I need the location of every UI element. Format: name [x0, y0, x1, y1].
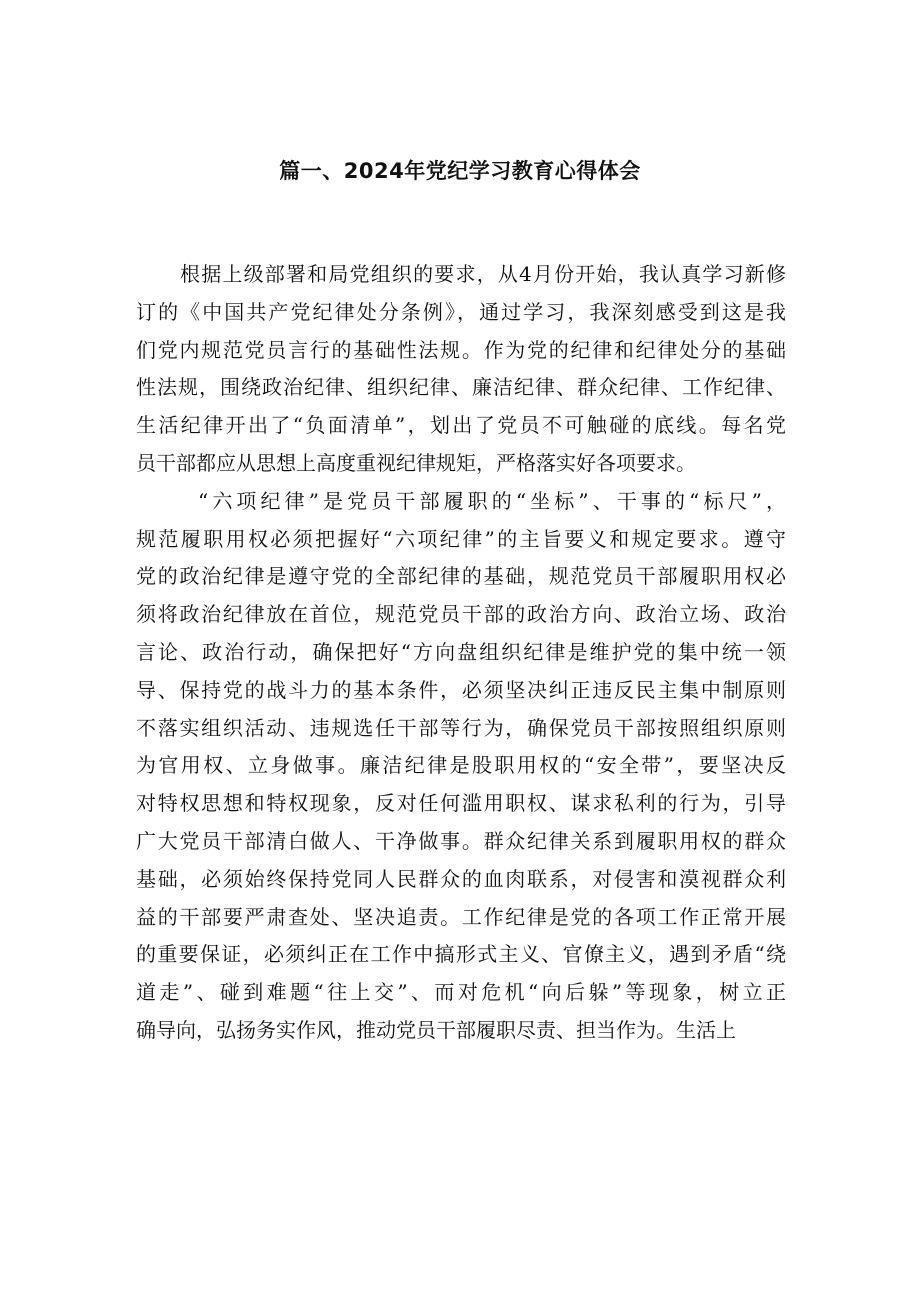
- document-title: 篇一、2024年党纪学习教育心得体会: [279, 159, 641, 183]
- text-line: 道走”、碰到难题“往上交”、而对危机“向后躲”等现象，树立正: [136, 980, 786, 1005]
- text-line: 根据上级部署和局党组织的要求，从4月份开始，我认真学习新修: [180, 262, 786, 286]
- text-line: 党的政治纪律是遵守党的全部纪律的基础，规范党员干部履职用权必: [136, 564, 786, 589]
- document-body: [136, 256, 786, 1050]
- text-line: 对特权思想和特权现象，反对任何滥用职权、谋求私利的行为，引导: [136, 791, 786, 816]
- text-line: 须将政治纪律放在首位，规范党员干部的政治方向、政治立场、政治: [136, 602, 786, 627]
- text-line: 言论、政治行动，确保把好“方向盘组织纪律是维护党的集中统一领: [136, 639, 786, 664]
- text-line: “六项纪律”是党员干部履职的“坐标”、干事的“标尺”，: [198, 488, 786, 513]
- text-line: 确导向，弘扬务实作风，推动党员干部履职尽责、担当作为。生活上: [136, 1017, 736, 1042]
- text-line: 员干部都应从思想上高度重视纪律规矩，严格落实好各项要求。: [136, 450, 696, 475]
- paragraph-2: [136, 483, 786, 1050]
- text-line: 不落实组织活动、违规选任干部等行为，确保党员干部按照组织原则: [136, 715, 786, 740]
- text-line: 性法规，围绕政治纪律、组织纪律、廉洁纪律、群众纪律、工作纪律、: [136, 375, 786, 400]
- text-line: 广大党员干部清白做人、干净做事。群众纪律关系到履职用权的群众: [136, 828, 786, 853]
- text-line: 的重要保证，必须纠正在工作中搞形式主义、官僚主义，遇到矛盾“绕: [136, 942, 786, 967]
- text-line: 导、保持党的战斗力的基本条件，必须坚决纠正违反民主集中制原则: [136, 677, 786, 702]
- text-line: 们党内规范党员言行的基础性法规。作为党的纪律和纪律处分的基础: [136, 337, 786, 362]
- paragraph-1: [136, 256, 786, 483]
- text-line: 生活纪律开出了“负面清单”，划出了党员不可触碰的底线。每名党: [136, 413, 786, 438]
- text-line: 订的《中国共产党纪律处分条例》，通过学习，我深刻感受到这是我: [136, 299, 786, 324]
- text-line: 益的干部要严肃查处、坚决追责。工作纪律是党的各项工作正常开展: [136, 904, 786, 929]
- text-line: 为官用权、立身做事。廉洁纪律是股职用权的“安全带”，要坚决反: [136, 753, 786, 778]
- text-line: 基础，必须始终保持党同人民群众的血肉联系，对侵害和漠视群众利: [136, 866, 786, 891]
- text-line: 规范履职用权必须把握好“六项纪律”的主旨要义和规定要求。遵守: [136, 526, 786, 551]
